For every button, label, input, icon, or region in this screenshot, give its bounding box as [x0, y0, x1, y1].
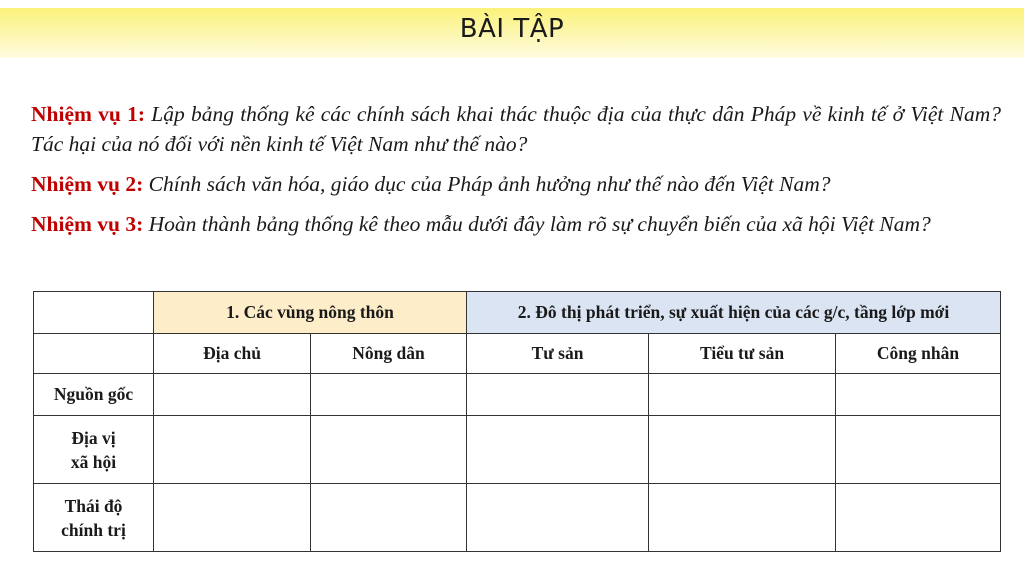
task-3 [31, 209, 1001, 239]
empty-cell[interactable] [154, 374, 311, 416]
group-header-rural: 1. Các vùng nông thôn [154, 292, 467, 334]
empty-cell[interactable] [649, 484, 836, 552]
page-title: BÀI TẬP [459, 14, 565, 44]
row-header: Thái độ chính trị [34, 484, 154, 552]
group-header-row [34, 292, 1001, 334]
empty-cell[interactable] [311, 374, 467, 416]
task-2 [31, 169, 1001, 199]
empty-cell[interactable] [467, 374, 649, 416]
empty-cell[interactable] [836, 416, 1001, 484]
task-1 [31, 99, 1001, 159]
empty-cell[interactable] [311, 416, 467, 484]
row-header: Nguồn gốc [34, 374, 154, 416]
column-header: Nông dân [311, 334, 467, 374]
empty-cell[interactable] [467, 484, 649, 552]
task-text: Lập bảng thống kê các chính sách khai thác thuộc địa của thực dân Pháp về kinh tế ở Việt Nam? Tác hại của nó đối với nền kinh tế Việt Nam như thế nào? [31, 102, 1002, 156]
column-header: Tiểu tư sản [649, 334, 836, 374]
task-text: Hoàn thành bảng thống kê theo mẫu dưới đây làm rõ sự chuyển biến của xã hội Việt Nam? [148, 212, 931, 236]
column-header: Địa chủ [154, 334, 311, 374]
column-header: Tư sản [467, 334, 649, 374]
social-change-table [33, 291, 1001, 552]
empty-cell[interactable] [154, 416, 311, 484]
table-row [34, 416, 1001, 484]
corner-cell [34, 334, 154, 374]
column-header: Công nhân [836, 334, 1001, 374]
empty-cell[interactable] [836, 484, 1001, 552]
task-label: Nhiệm vụ 2: [31, 172, 144, 196]
empty-cell[interactable] [311, 484, 467, 552]
row-header: Địa vị xã hội [34, 416, 154, 484]
empty-cell[interactable] [836, 374, 1001, 416]
empty-cell[interactable] [649, 416, 836, 484]
task-list [31, 99, 1001, 249]
corner-cell [34, 292, 154, 334]
task-label: Nhiệm vụ 1: [31, 102, 146, 126]
task-label: Nhiệm vụ 3: [31, 212, 144, 236]
table-row [34, 484, 1001, 552]
empty-cell[interactable] [649, 374, 836, 416]
task-text: Chính sách văn hóa, giáo dục của Pháp ảnh hưởng như thế nào đến Việt Nam? [148, 172, 831, 196]
group-header-urban: 2. Đô thị phát triển, sự xuất hiện của các g/c, tầng lớp mới [467, 292, 1001, 334]
empty-cell[interactable] [154, 484, 311, 552]
empty-cell[interactable] [467, 416, 649, 484]
table-row [34, 374, 1001, 416]
column-header-row [34, 334, 1001, 374]
